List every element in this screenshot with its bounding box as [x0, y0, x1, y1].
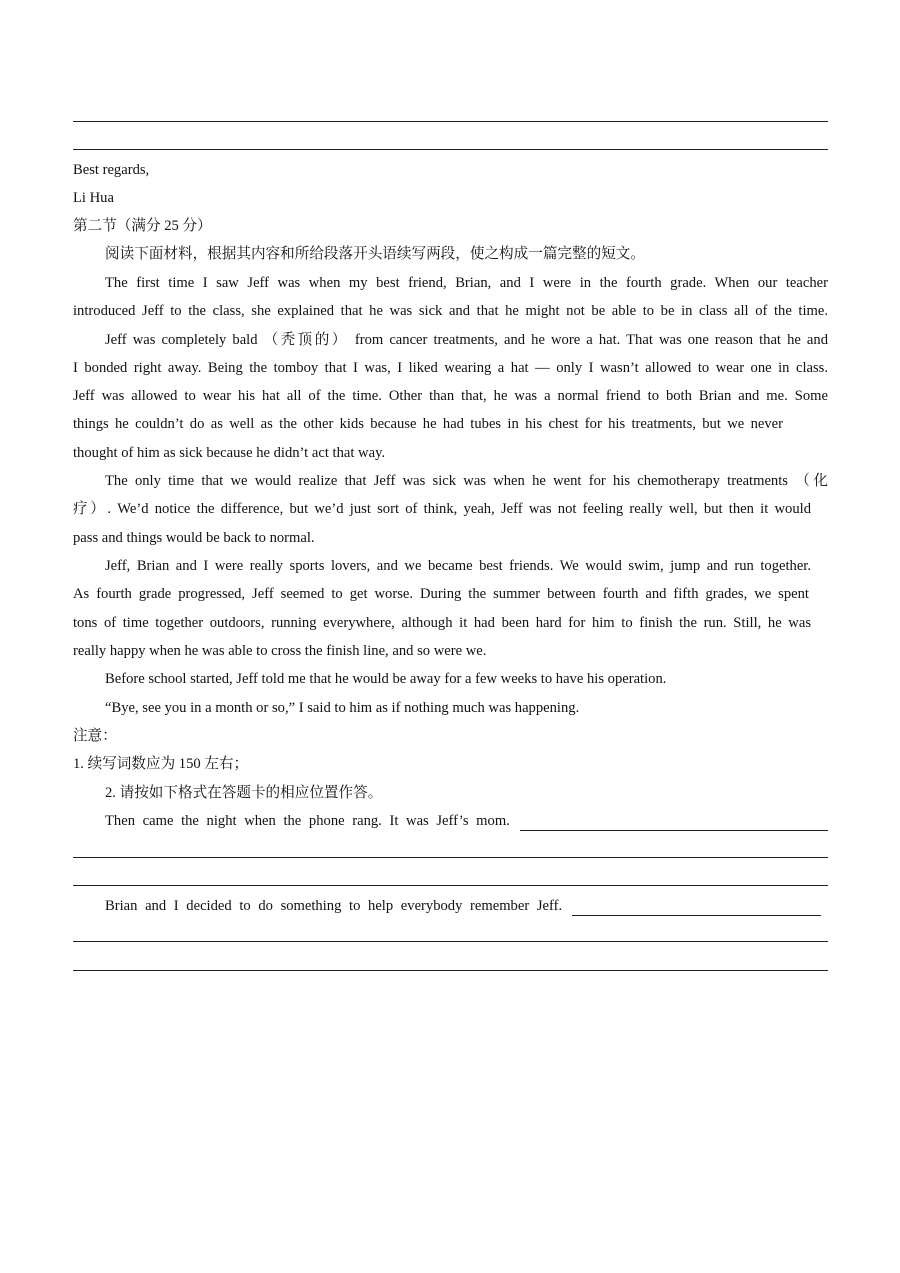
answer-line[interactable]: [73, 970, 828, 971]
paragraph-prompt-2: [105, 896, 821, 916]
story-line: As fourth grade progressed, Jeff seemed to get worse. During the summer between fourth and fifth grades, we spent: [73, 586, 809, 602]
answer-line[interactable]: [73, 885, 828, 886]
section-instruction: 阅读下面材料，根据其内容和所给段落开头语续写两段，使之构成一篇完整的短文。: [105, 246, 645, 262]
answer-line: [73, 149, 828, 150]
story-line: 疗）. We’d notice the difference, but we’d just sort of think, yeah, Jeff was not feeling really well, but then it would: [73, 501, 811, 517]
paragraph-prompt-text: Brian and I decided to do something to help everybody remember Jeff.: [105, 898, 563, 914]
story-line: really happy when he was able to cross the finish line, and so were we.: [73, 643, 487, 659]
story-line: things he couldn’t do as well as the other kids because he had tubes in his chest for his treatments, but we never: [73, 416, 783, 432]
answer-line: [73, 121, 828, 122]
answer-blank[interactable]: [572, 900, 821, 916]
notes-item: 1. 续写词数应为 150 左右；: [73, 756, 249, 772]
story-line: Jeff was allowed to wear his hat all of the time. Other than that, he was a normal friend to both Brian and me. Some: [73, 388, 828, 404]
story-line: thought of him as sick because he didn’t act that way.: [73, 445, 386, 461]
story-line: pass and things would be back to normal.: [73, 530, 315, 546]
story-line: I bonded right away. Being the tomboy that I was, I liked wearing a hat — only I wasn’t allowed to wear one in class.: [73, 360, 828, 376]
paragraph-prompt-1: [105, 811, 828, 831]
letter-signature: Li Hua: [73, 190, 114, 206]
story-line: Jeff, Brian and I were really sports lovers, and we became best friends. We would swim, jump and run together.: [105, 558, 811, 574]
letter-closing: Best regards,: [73, 162, 150, 178]
story-line: “Bye, see you in a month or so,” I said to him as if nothing much was happening.: [105, 700, 580, 716]
story-line: The first time I saw Jeff was when my best friend, Brian, and I were in the fourth grade. When our teacher: [105, 275, 828, 291]
answer-blank[interactable]: [520, 815, 828, 831]
story-line: introduced Jeff to the class, she explained that he was sick and that he might not be able to be in class all of the time.: [73, 303, 828, 319]
notes-item: 2. 请按如下格式在答题卡的相应位置作答。: [105, 785, 383, 801]
story-line: Before school started, Jeff told me that he would be away for a few weeks to have his operation.: [105, 671, 667, 687]
answer-line[interactable]: [73, 941, 828, 942]
story-line: tons of time together outdoors, running everywhere, although it had been hard for him to finish the run. Still, he was: [73, 615, 811, 631]
notes-title: 注意：: [73, 728, 117, 744]
story-line: Jeff was completely bald （秃顶的） from cancer treatments, and he wore a hat. That was one reason that he and: [105, 332, 828, 348]
answer-line[interactable]: [73, 857, 828, 858]
story-line: The only time that we would realize that Jeff was sick was when he went for his chemotherapy treatments （化: [105, 473, 828, 489]
section-title: 第二节（满分 25 分）: [73, 218, 212, 234]
paragraph-prompt-text: Then came the night when the phone rang. It was Jeff’s mom.: [105, 813, 510, 829]
